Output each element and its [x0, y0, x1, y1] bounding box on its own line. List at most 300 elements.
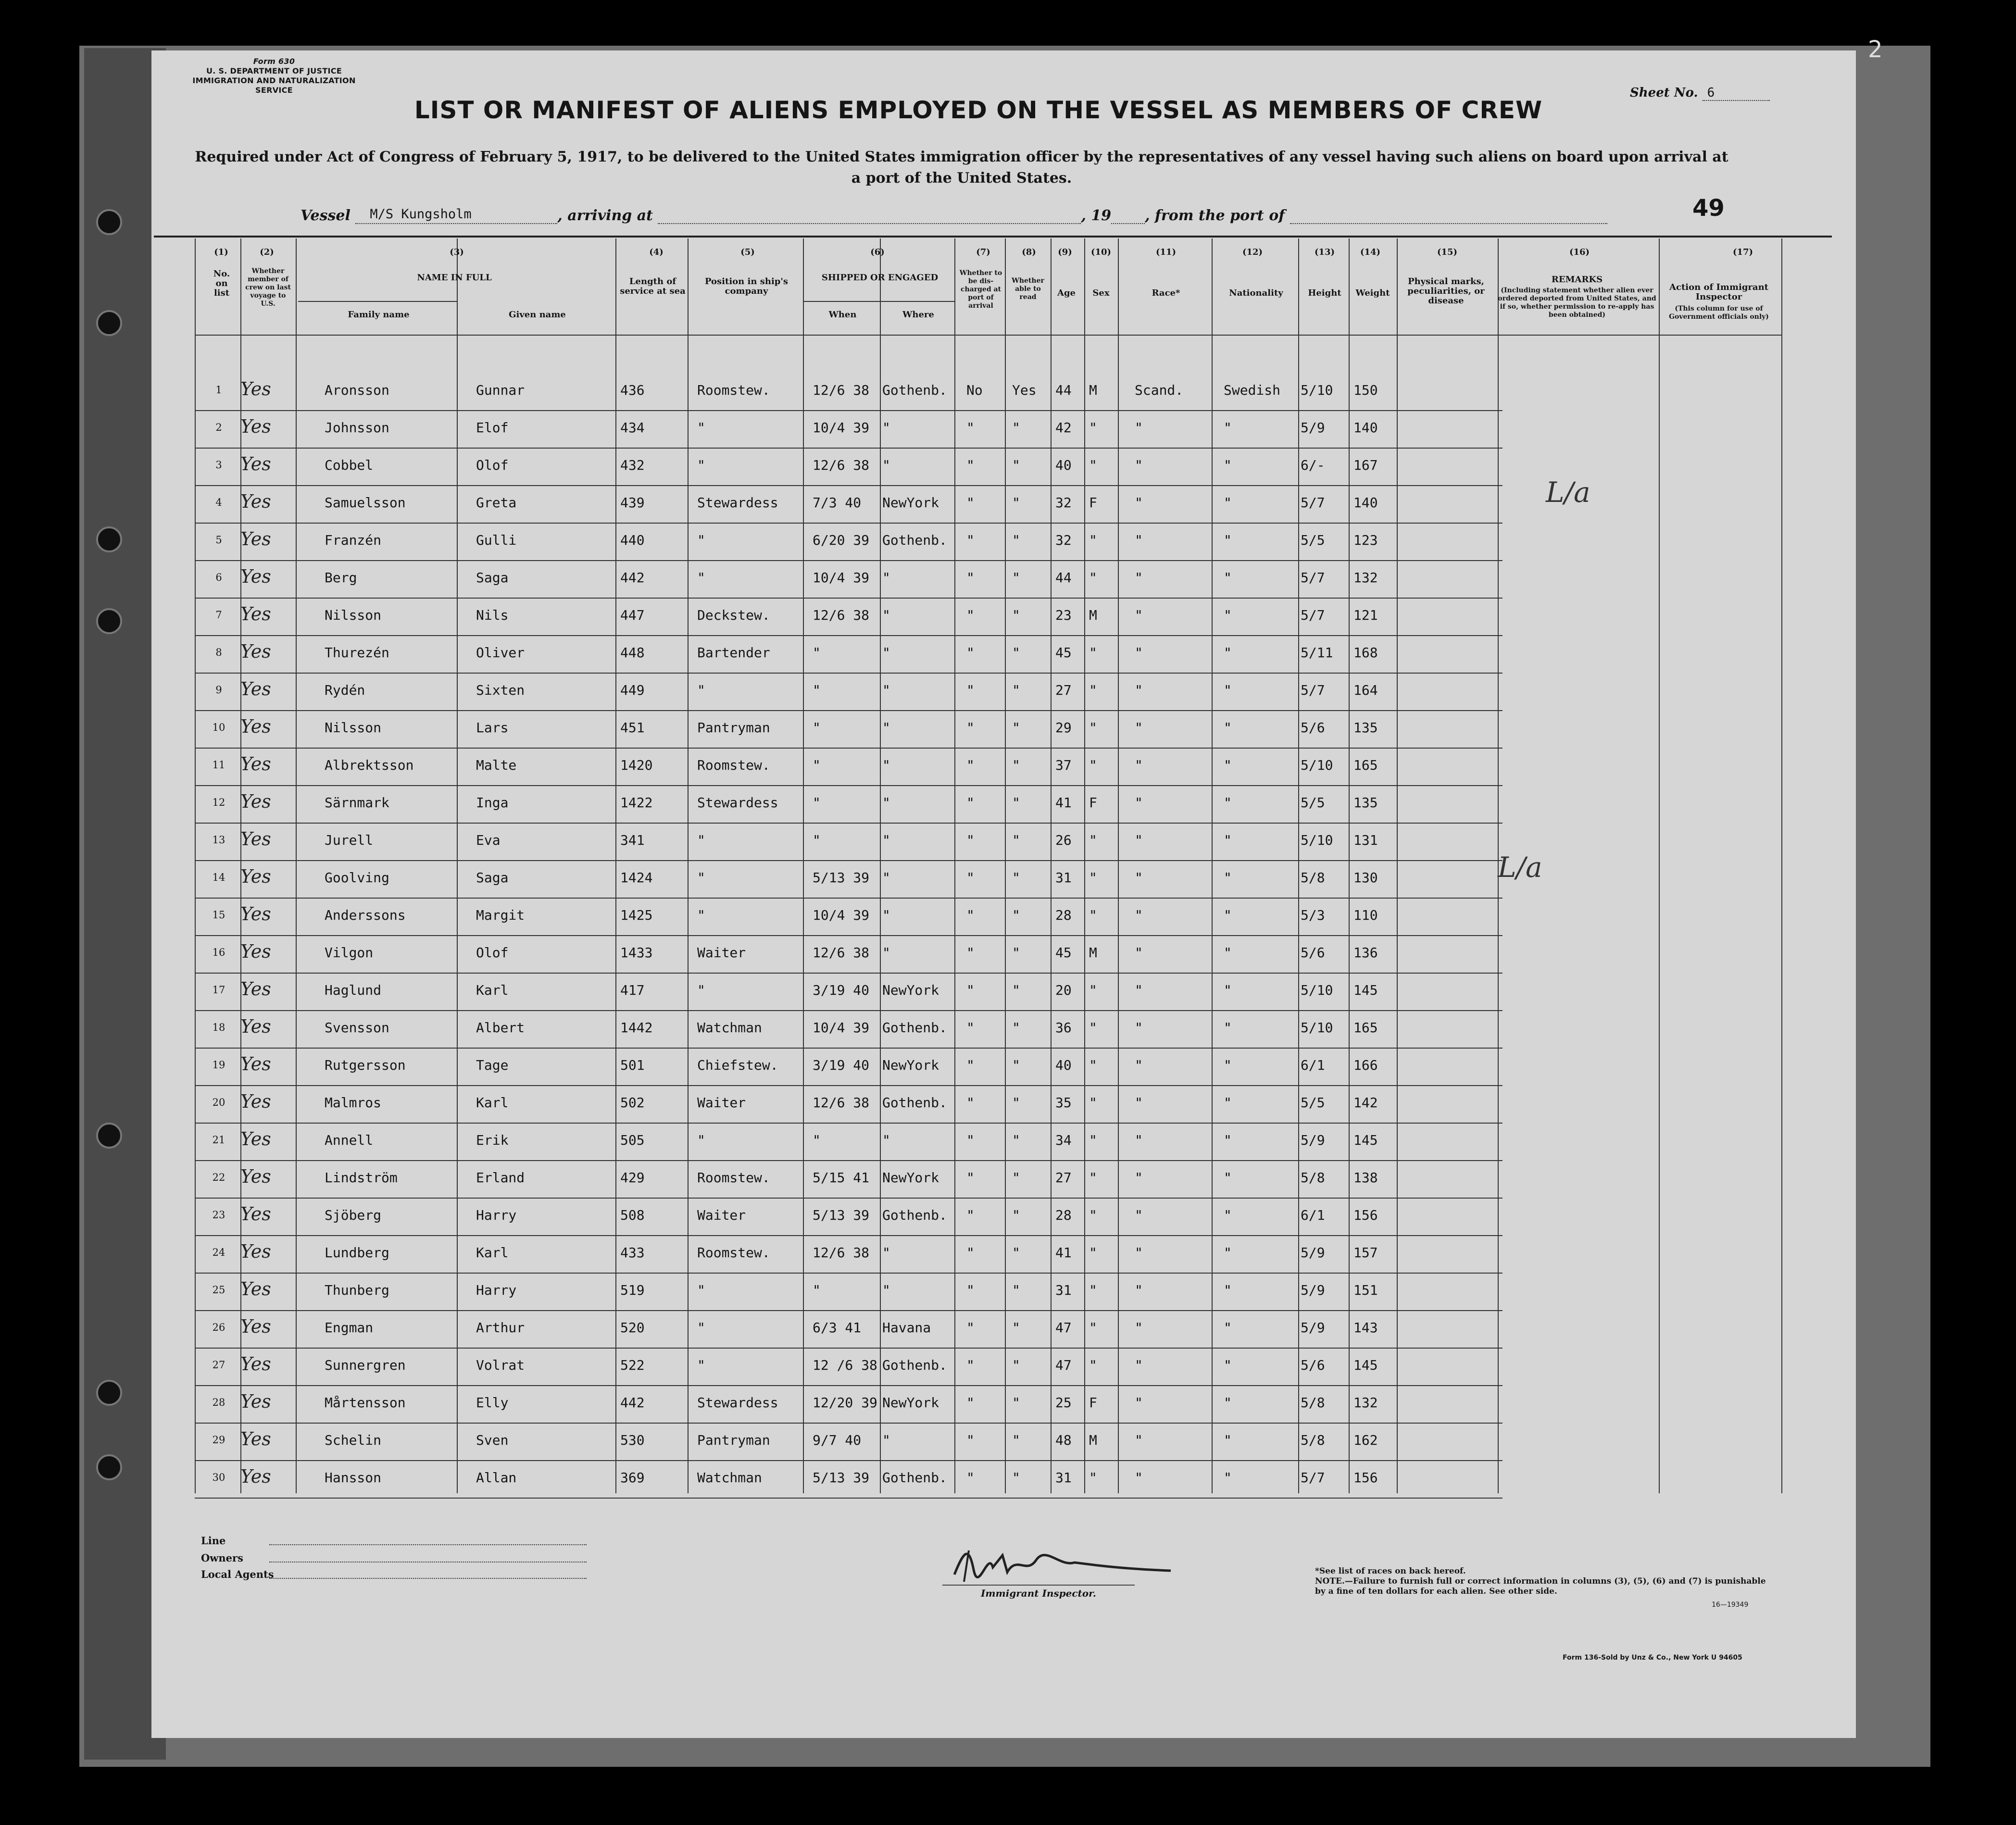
- row-number: 6: [215, 572, 222, 583]
- discharged-value: ": [966, 1057, 975, 1073]
- discharged-value: ": [966, 1282, 975, 1298]
- height-value: 5/9: [1301, 420, 1325, 436]
- height-value: 5/9: [1301, 1245, 1325, 1261]
- service-length-value: 369: [620, 1470, 645, 1486]
- weight-value: 135: [1353, 720, 1378, 736]
- service-length-value: 436: [620, 382, 645, 398]
- col-head-service: Length of service at sea: [620, 276, 686, 296]
- weight-value: 156: [1353, 1470, 1378, 1486]
- shipped-where-value: ": [882, 607, 890, 623]
- discharged-value: ": [966, 532, 975, 548]
- from-port-value: [1290, 207, 1607, 224]
- height-value: 5/5: [1301, 795, 1325, 811]
- position-value: Roomstew.: [697, 1170, 770, 1186]
- race-value: ": [1135, 1282, 1143, 1298]
- discharged-value: ": [966, 570, 975, 586]
- able-to-read-value: ": [1012, 1057, 1020, 1073]
- able-to-read-value: ": [1012, 1320, 1020, 1336]
- shipped-when-value: 10/4 39: [813, 420, 870, 436]
- nationality-value: ": [1224, 607, 1232, 623]
- position-value: Stewardess: [697, 1395, 778, 1411]
- position-value: ": [697, 457, 705, 473]
- able-to-read-value: ": [1012, 570, 1020, 586]
- family-name-value: Hansson: [325, 1470, 382, 1486]
- height-value: 5/10: [1301, 757, 1333, 773]
- family-name-value: Engman: [325, 1320, 374, 1336]
- service-length-value: 439: [620, 495, 645, 511]
- shipped-where-value: Gothenb.: [882, 382, 947, 398]
- col-number-8: (8): [1022, 247, 1036, 257]
- height-value: 5/6: [1301, 945, 1325, 961]
- family-name-value: Franzén: [325, 532, 382, 548]
- prev-voyage-value: Yes: [240, 1466, 271, 1483]
- family-name-value: Rydén: [325, 682, 365, 698]
- height-value: 5/3: [1301, 907, 1325, 923]
- table-row: [195, 1423, 1503, 1460]
- height-value: 5/7: [1301, 570, 1325, 586]
- table-row: [195, 973, 1503, 1010]
- shipped-when-value: 9/7 40: [813, 1432, 862, 1448]
- col-number-14: (14): [1360, 247, 1381, 257]
- sex-value: ": [1089, 720, 1097, 736]
- race-value: ": [1135, 1170, 1143, 1186]
- nationality-value: ": [1224, 1357, 1232, 1373]
- family-name-value: Lundberg: [325, 1245, 389, 1261]
- age-value: 31: [1055, 870, 1072, 886]
- family-name-value: Malmros: [325, 1095, 382, 1111]
- weight-value: 151: [1353, 1282, 1378, 1298]
- table-row: [195, 1310, 1503, 1348]
- sex-value: F: [1089, 795, 1097, 811]
- sex-value: ": [1089, 1282, 1097, 1298]
- able-to-read-value: ": [1012, 907, 1020, 923]
- position-value: ": [697, 907, 705, 923]
- col-head-weight: Weight: [1355, 288, 1390, 298]
- able-to-read-value: ": [1012, 532, 1020, 548]
- weight-value: 142: [1353, 1095, 1378, 1111]
- discharged-value: ": [966, 1470, 975, 1486]
- shipped-where-value: ": [882, 457, 890, 473]
- sex-value: ": [1089, 1357, 1097, 1373]
- family-name-value: Haglund: [325, 982, 382, 998]
- given-name-value: Erland: [476, 1170, 525, 1186]
- race-value: ": [1135, 907, 1143, 923]
- given-name-value: Saga: [476, 570, 509, 586]
- race-value: ": [1135, 720, 1143, 736]
- shipped-where-value: ": [882, 795, 890, 811]
- prev-voyage-value: Yes: [240, 866, 271, 883]
- service-length-value: 417: [620, 982, 645, 998]
- col-number-12: (12): [1242, 247, 1263, 257]
- prev-voyage-value: Yes: [240, 378, 271, 396]
- age-value: 47: [1055, 1320, 1072, 1336]
- row-number: 15: [212, 909, 225, 921]
- given-name-value: Inga: [476, 795, 509, 811]
- table-row: [195, 1460, 1503, 1498]
- table-row: [195, 710, 1503, 748]
- given-name-value: Karl: [476, 982, 509, 998]
- table-row: [195, 410, 1503, 448]
- sex-value: ": [1089, 1095, 1097, 1111]
- col-number-16: (16): [1569, 247, 1590, 257]
- prev-voyage-value: Yes: [240, 753, 271, 771]
- shipped-when-value: 12/6 38: [813, 1095, 870, 1111]
- binder-hole: [96, 310, 122, 336]
- weight-value: 156: [1353, 1207, 1378, 1223]
- weight-value: 162: [1353, 1432, 1378, 1448]
- able-to-read-value: ": [1012, 495, 1020, 511]
- margin-mark: 2: [1868, 36, 1883, 63]
- family-name-value: Vilgon: [325, 945, 374, 961]
- shipped-where-value: ": [882, 720, 890, 736]
- given-name-value: Nils: [476, 607, 509, 623]
- shipped-where-value: ": [882, 870, 890, 886]
- weight-value: 145: [1353, 982, 1378, 998]
- height-value: 5/7: [1301, 1470, 1325, 1486]
- weight-value: 165: [1353, 1020, 1378, 1036]
- position-value: Waiter: [697, 1207, 746, 1223]
- table-row: [195, 1273, 1503, 1310]
- vessel-name: M/S Kungsholm: [355, 207, 557, 224]
- col-head-height: Height: [1308, 288, 1341, 298]
- discharged-value: ": [966, 982, 975, 998]
- position-value: Stewardess: [697, 495, 778, 511]
- shipped-where-value: ": [882, 945, 890, 961]
- age-value: 41: [1055, 1245, 1072, 1261]
- from-port-label: , from the port of: [1145, 207, 1285, 224]
- shipped-when-value: 12/6 38: [813, 457, 870, 473]
- shipped-when-value: 12/6 38: [813, 1245, 870, 1261]
- able-to-read-value: ": [1012, 1432, 1020, 1448]
- page-subtitle: Required under Act of Congress of February 5, 1917, to be delivered to the United States immigration officer by the representatives of any vessel having such aliens on board upon arrival at a port of the United States.: [195, 149, 1728, 187]
- department-name: U. S. DEPARTMENT OF JUSTICE: [206, 66, 342, 75]
- row-number: 9: [215, 684, 222, 696]
- col-head-where: Where: [902, 310, 934, 320]
- weight-value: 136: [1353, 945, 1378, 961]
- service-length-value: 1424: [620, 870, 653, 886]
- line-fill: [269, 1544, 587, 1545]
- prev-voyage-value: Yes: [240, 903, 271, 921]
- table-row: [195, 823, 1503, 860]
- position-value: Waiter: [697, 1095, 746, 1111]
- race-value: ": [1135, 420, 1143, 436]
- given-name-value: Sixten: [476, 682, 525, 698]
- race-value: ": [1135, 795, 1143, 811]
- arriving-label: , arriving at: [557, 207, 653, 224]
- race-value: ": [1135, 607, 1143, 623]
- nationality-value: ": [1224, 1320, 1232, 1336]
- weight-value: 123: [1353, 532, 1378, 548]
- table-row: [195, 1348, 1503, 1385]
- shipped-where-value: NewYork: [882, 982, 939, 998]
- shipped-where-value: ": [882, 682, 890, 698]
- row-number: 17: [212, 984, 225, 996]
- col-head-action-note: (This column for use of Government officials only): [1669, 305, 1769, 321]
- height-value: 5/5: [1301, 532, 1325, 548]
- height-value: 5/10: [1301, 1020, 1333, 1036]
- age-value: 32: [1055, 495, 1072, 511]
- weight-value: 131: [1353, 832, 1378, 848]
- arriving-at-value: [658, 207, 1081, 224]
- given-name-value: Albert: [476, 1020, 525, 1036]
- given-name-value: Margit: [476, 907, 525, 923]
- shipped-when-value: 3/19 40: [813, 982, 870, 998]
- service-length-value: 433: [620, 1245, 645, 1261]
- sex-value: ": [1089, 907, 1097, 923]
- prev-voyage-value: Yes: [240, 1053, 271, 1071]
- row-number: 23: [212, 1209, 225, 1221]
- given-name-value: Saga: [476, 870, 509, 886]
- table-row: [195, 1160, 1503, 1198]
- height-value: 5/5: [1301, 1095, 1325, 1111]
- height-value: 5/8: [1301, 1395, 1325, 1411]
- age-value: 40: [1055, 457, 1072, 473]
- age-value: 34: [1055, 1132, 1072, 1148]
- able-to-read-value: ": [1012, 757, 1020, 773]
- prev-voyage-value: Yes: [240, 1428, 271, 1446]
- nationality-value: ": [1224, 757, 1232, 773]
- height-value: 5/8: [1301, 1432, 1325, 1448]
- service-length-value: 432: [620, 457, 645, 473]
- prev-voyage-value: Yes: [240, 528, 271, 546]
- prev-voyage-value: Yes: [240, 491, 271, 508]
- col-head-family: Family name: [348, 310, 410, 320]
- age-value: 28: [1055, 1207, 1072, 1223]
- sex-value: ": [1089, 645, 1097, 661]
- age-value: 27: [1055, 1170, 1072, 1186]
- height-value: 6/-: [1301, 457, 1325, 473]
- weight-value: 165: [1353, 757, 1378, 773]
- sex-value: ": [1089, 457, 1097, 473]
- given-name-value: Gunnar: [476, 382, 525, 398]
- weight-value: 167: [1353, 457, 1378, 473]
- table-row: [195, 523, 1503, 560]
- sex-value: M: [1089, 607, 1097, 623]
- position-value: Roomstew.: [697, 382, 770, 398]
- race-value: ": [1135, 1395, 1143, 1411]
- prev-voyage-value: Yes: [240, 603, 271, 621]
- local-agents-fill: [269, 1578, 587, 1579]
- shipped-where-value: ": [882, 645, 890, 661]
- service-length-value: 502: [620, 1095, 645, 1111]
- age-value: 29: [1055, 720, 1072, 736]
- sex-value: ": [1089, 532, 1097, 548]
- prev-voyage-value: Yes: [240, 678, 271, 696]
- nationality-value: ": [1224, 870, 1232, 886]
- local-agents-label: Local Agents: [201, 1568, 274, 1580]
- height-value: 5/7: [1301, 682, 1325, 698]
- line-label: Line: [201, 1535, 226, 1547]
- prev-voyage-value: Yes: [240, 1241, 271, 1258]
- family-name-value: Cobbel: [325, 457, 374, 473]
- family-name-value: Nilsson: [325, 720, 382, 736]
- able-to-read-value: ": [1012, 1207, 1020, 1223]
- height-value: 5/10: [1301, 982, 1333, 998]
- grid-row-line: [195, 335, 1781, 336]
- nationality-value: ": [1224, 1020, 1232, 1036]
- shipped-when-value: 3/19 40: [813, 1057, 870, 1073]
- shipped-where-value: Gothenb.: [882, 1020, 947, 1036]
- given-name-value: Karl: [476, 1095, 509, 1111]
- nationality-value: ": [1224, 907, 1232, 923]
- shipped-when-value: 12 /6 38: [813, 1357, 877, 1373]
- table-row: [195, 748, 1503, 785]
- weight-value: 132: [1353, 1395, 1378, 1411]
- race-value: ": [1135, 1132, 1143, 1148]
- discharged-value: ": [966, 1245, 975, 1261]
- able-to-read-value: ": [1012, 832, 1020, 848]
- family-name-value: Aronsson: [325, 382, 389, 398]
- discharged-value: No: [966, 382, 983, 398]
- family-name-value: Goolving: [325, 870, 389, 886]
- row-number: 7: [215, 609, 222, 621]
- col-head-shipped: SHIPPED OR ENGAGED: [821, 273, 939, 283]
- race-value: ": [1135, 570, 1143, 586]
- service-length-value: 442: [620, 1395, 645, 1411]
- service-length-value: 341: [620, 832, 645, 848]
- shipped-where-value: ": [882, 420, 890, 436]
- able-to-read-value: ": [1012, 795, 1020, 811]
- age-value: 45: [1055, 645, 1072, 661]
- binder-hole: [96, 1454, 122, 1480]
- shipped-where-value: ": [882, 570, 890, 586]
- age-value: 20: [1055, 982, 1072, 998]
- given-name-value: Sven: [476, 1432, 509, 1448]
- age-value: 28: [1055, 907, 1072, 923]
- height-value: 5/9: [1301, 1132, 1325, 1148]
- family-name-value: Nilsson: [325, 607, 382, 623]
- given-name-value: Allan: [476, 1470, 517, 1486]
- table-row: [195, 373, 1503, 410]
- shipped-where-value: ": [882, 1132, 890, 1148]
- grid-row-line: [195, 1498, 1503, 1499]
- table-row: [195, 1235, 1503, 1273]
- discharged-value: ": [966, 832, 975, 848]
- weight-value: 132: [1353, 570, 1378, 586]
- shipped-when-value: 5/13 39: [813, 1470, 870, 1486]
- nationality-value: ": [1224, 420, 1232, 436]
- race-value: ": [1135, 532, 1143, 548]
- position-value: Pantryman: [697, 720, 770, 736]
- discharged-value: ": [966, 1207, 975, 1223]
- nationality-value: ": [1224, 1170, 1232, 1186]
- prev-voyage-value: Yes: [240, 1316, 271, 1333]
- col-head-remarks: REMARKS: [1551, 275, 1603, 285]
- nationality-value: ": [1224, 720, 1232, 736]
- sex-value: ": [1089, 1320, 1097, 1336]
- race-value: ": [1135, 1357, 1143, 1373]
- owners-label: Owners: [201, 1552, 243, 1564]
- given-name-value: Harry: [476, 1282, 517, 1298]
- discharged-value: ": [966, 1357, 975, 1373]
- shipped-where-value: ": [882, 907, 890, 923]
- footer-notes: [1315, 1566, 1772, 1597]
- discharged-value: ": [966, 1020, 975, 1036]
- service-name: IMMIGRATION AND NATURALIZATION SERVICE: [192, 76, 356, 95]
- able-to-read-value: ": [1012, 870, 1020, 886]
- race-value: ": [1135, 870, 1143, 886]
- able-to-read-value: ": [1012, 720, 1020, 736]
- service-length-value: 442: [620, 570, 645, 586]
- col-head-discharged: Whether to be dis-charged at port of arrival: [959, 269, 1002, 310]
- race-value: ": [1135, 495, 1143, 511]
- signature-line: [942, 1585, 1135, 1586]
- shipped-where-value: NewYork: [882, 1170, 939, 1186]
- prev-voyage-value: Yes: [240, 941, 271, 958]
- prev-voyage-value: Yes: [240, 828, 271, 846]
- age-value: 45: [1055, 945, 1072, 961]
- race-value: ": [1135, 1057, 1143, 1073]
- row-number: 16: [212, 947, 225, 958]
- age-value: 36: [1055, 1020, 1072, 1036]
- age-value: 35: [1055, 1095, 1072, 1111]
- prev-voyage-value: Yes: [240, 791, 271, 808]
- nationality-value: ": [1224, 495, 1232, 511]
- service-length-value: 434: [620, 420, 645, 436]
- position-value: Bartender: [697, 645, 770, 661]
- height-value: 5/8: [1301, 1170, 1325, 1186]
- col-number-1: (1): [214, 247, 228, 257]
- shipped-where-value: NewYork: [882, 1057, 939, 1073]
- able-to-read-value: ": [1012, 1132, 1020, 1148]
- nationality-value: ": [1224, 457, 1232, 473]
- nationality-value: ": [1224, 1395, 1232, 1411]
- position-value: ": [697, 1132, 705, 1148]
- sex-value: F: [1089, 1395, 1097, 1411]
- vessel-line: [301, 207, 1685, 227]
- shipped-where-value: ": [882, 1432, 890, 1448]
- row-number: 13: [212, 834, 225, 846]
- row-number: 26: [212, 1322, 225, 1333]
- nationality-value: ": [1224, 1245, 1232, 1261]
- service-length-value: 1422: [620, 795, 653, 811]
- binder-hole: [96, 1380, 122, 1406]
- service-length-value: 449: [620, 682, 645, 698]
- position-value: Waiter: [697, 945, 746, 961]
- row-number: 3: [215, 459, 222, 471]
- shipped-when-value: ": [813, 720, 821, 736]
- age-value: 48: [1055, 1432, 1072, 1448]
- family-name-value: Samuelsson: [325, 495, 406, 511]
- col-number-9: (9): [1058, 247, 1072, 257]
- vessel-label: Vessel: [301, 207, 351, 224]
- race-value: ": [1135, 1020, 1143, 1036]
- race-value: ": [1135, 1320, 1143, 1336]
- given-name-value: Malte: [476, 757, 517, 773]
- col-head-physical-marks: Physical marks, peculiarities, or disease: [1407, 276, 1485, 306]
- able-to-read-value: Yes: [1012, 382, 1037, 398]
- penalty-note: NOTE.—Failure to furnish full or correct information in columns (3), (5), (6) and (7) is punishable by a fine of ten dollars for each alien. See other side.: [1315, 1576, 1766, 1596]
- shipped-when-value: 10/4 39: [813, 570, 870, 586]
- nationality-value: ": [1224, 945, 1232, 961]
- shipped-when-value: 10/4 39: [813, 907, 870, 923]
- row-number: 14: [212, 872, 225, 883]
- col-head-given: Given name: [509, 310, 566, 320]
- agency-block: [173, 57, 375, 95]
- shipped-when-value: 7/3 40: [813, 495, 862, 511]
- grid-row-line: [803, 301, 954, 302]
- weight-value: 121: [1353, 607, 1378, 623]
- col-number-5: (5): [740, 247, 755, 257]
- inspector-signature: [950, 1541, 1180, 1587]
- age-value: 26: [1055, 832, 1072, 848]
- shipped-when-value: 12/6 38: [813, 382, 870, 398]
- nationality-value: ": [1224, 1432, 1232, 1448]
- able-to-read-value: ": [1012, 1282, 1020, 1298]
- shipped-where-value: Gothenb.: [882, 1095, 947, 1111]
- shipped-when-value: 5/13 39: [813, 1207, 870, 1223]
- weight-value: 145: [1353, 1357, 1378, 1373]
